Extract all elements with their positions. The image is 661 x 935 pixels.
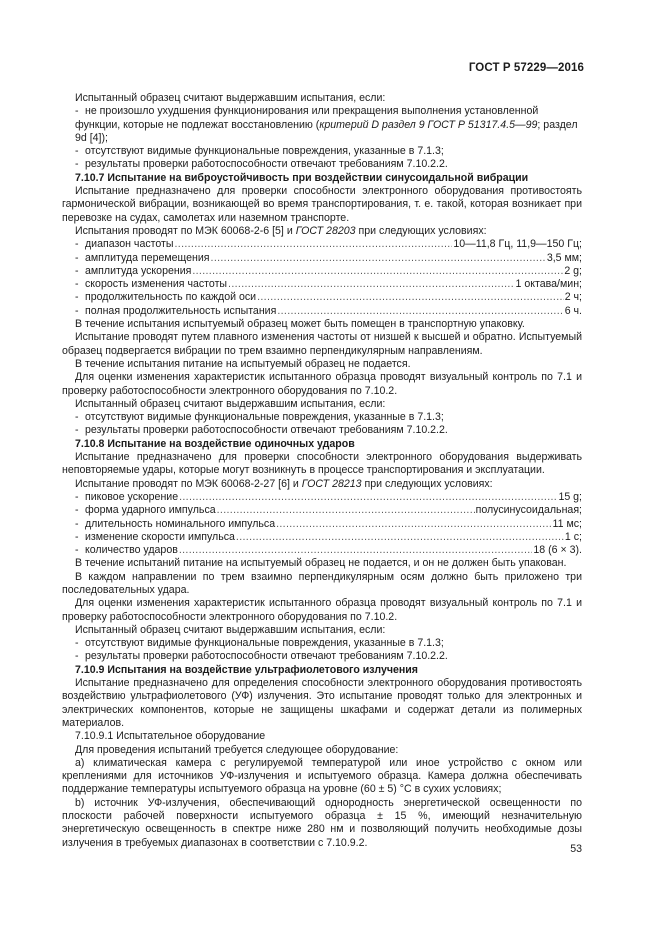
paragraph: Испытанный образец считают выдержавшим испытания, если: — [75, 397, 386, 410]
shock-conditions-list — [62, 491, 582, 557]
vibration-conditions-list — [62, 238, 582, 318]
leader-dots — [228, 278, 515, 291]
paragraph: В течение испытания испытуемый образец может быть помещен в транспортную упаковку. — [75, 318, 525, 331]
dash-marker: - — [75, 105, 79, 118]
paragraph: Испытание проводят путем плавного изменения частоты от низшей к высшей и обратно. Испытуемый образец подвергается вибрации по трем взаимно перпендикулярным направлениям. — [62, 331, 582, 357]
condition-row: - амплитуда перемещения . . . 3,5 мм; — [62, 252, 582, 265]
list-item: - отсутствуют видимые функциональные повреждения, указанные в 7.1.3; — [75, 145, 444, 158]
list-item: - результаты проверки работоспособности отвечают требованиям 7.10.2.2. — [75, 650, 448, 663]
condition-row: - форма ударного импульса . . . полусинусоидальная; — [62, 504, 582, 517]
document-body — [62, 92, 582, 850]
leader-dots — [217, 504, 475, 517]
condition-row: - длительность номинального импульса . . . 11 мс; — [62, 518, 582, 531]
list-item: - отсутствуют видимые функциональные повреждения, указанные в 7.1.3; — [75, 411, 444, 424]
condition-row: - количество ударов . . . 18 (6 × 3). — [62, 544, 582, 557]
leader-dots — [277, 305, 563, 318]
condition-row: - диапазон частоты . . . 10—11,8 Гц, 11,9—150 Гц; — [62, 238, 582, 251]
reference-italic: ГОСТ 28213 — [301, 477, 362, 490]
condition-row: - амплитуда ускорения . . . 2 g; — [62, 265, 582, 278]
reference-italic: ГОСТ 28203 — [295, 224, 356, 237]
page-number: 53 — [570, 843, 582, 855]
subsection-heading: 7.10.9.1 Испытательное оборудование — [75, 730, 266, 743]
condition-row: - изменение скорости импульса . . . 1 с; — [62, 531, 582, 544]
standard-header: ГОСТ Р 57229—2016 — [468, 62, 584, 74]
paragraph: В каждом направлении по трем взаимно перпендикулярным осям должно быть приложено три последовательных удара. — [62, 570, 582, 596]
paragraph: Испытание предназначено для проверки способности электронного оборудования противостоять гармонической вибрации, возникающей во время транспортирования, т. е. такой, которая возникает при перевозке на судах, самолетах или наземном транспорте. — [62, 185, 582, 224]
leader-dots — [192, 265, 563, 278]
leader-dots — [179, 491, 557, 504]
paragraph: Для проведения испытаний требуется следующее оборудование: — [75, 743, 399, 756]
leader-dots — [175, 238, 453, 251]
list-item: - отсутствуют видимые функциональные повреждения, указанные в 7.1.3; — [75, 637, 444, 650]
paragraph: Испытание проводят по МЭК 60068-2-27 [6] и ГОСТ 28213 при следующих условиях: — [75, 477, 493, 490]
condition-row: - продолжительность по каждой оси . . . 2 ч; — [62, 291, 582, 304]
leader-dots — [257, 291, 564, 304]
section-heading: 7.10.7 Испытание на виброустойчивость при воздействии синусоидальной вибрации — [75, 171, 529, 184]
reference-italic: критерий D раздел 9 ГОСТ Р 51317.4.5—99 — [319, 118, 538, 131]
paragraph: В течение испытания питание на испытуемый образец не подается. — [75, 357, 411, 370]
leader-dots — [276, 518, 551, 531]
section-heading: 7.10.8 Испытание на воздействие одиночных ударов — [75, 437, 355, 450]
leader-dots — [211, 252, 546, 265]
list-item: - не произошло ухудшения функционирования или прекращения выполнения установленной функции, которые не подлежат восстановлению (критерий D раздел 9 ГОСТ Р 51317.4.5—99; раздел 9d [4]); — [75, 105, 578, 144]
section-heading: 7.10.9 Испытания на воздействие ультрафиолетового излучения — [75, 663, 418, 676]
paragraph: Испытание предназначено для проверки способности электронного оборудования выдерживать неповторяемые удары, которые могут возникнуть в процессе транспортирования и эксплуатации. — [62, 451, 582, 477]
equipment-item-a: a) климатическая камера с регулируемой температурой или иное устройство с окном или креплениями для источников УФ-излучения и испытуемого образца. Камера должна обеспечивать поддержание температуры испытуемого образца на уровне (60 ± 5) °С в сухих условиях; — [62, 756, 582, 796]
list-item: - результаты проверки работоспособности отвечают требованиям 7.10.2.2. — [75, 158, 448, 171]
equipment-item-b: b) источник УФ-излучения, обеспечивающий однородность энергетической освещенности по плоскости рабочей поверхности испытуемого образца ± 15 %, имеющий незначительную энергетическую освещенность в спектре ниже 280 нм и позволяющий получить необходимые дозы излучения в требуемых диапазонах в соответствии с 7.10.9.2. — [62, 796, 582, 849]
paragraph: Для оценки изменения характеристик испытанного образца проводят визуальный контроль по 7.1 и проверку работоспособности электронного оборудования по 7.10.2. — [62, 597, 582, 623]
condition-row: - полная продолжительность испытания . . . 6 ч. — [62, 305, 582, 318]
paragraph: В течение испытаний питание на испытуемый образец не подается, и он не должен быть упакован. — [75, 557, 567, 570]
list-item: - результаты проверки работоспособности отвечают требованиям 7.10.2.2. — [75, 424, 448, 437]
paragraph: Для оценки изменения характеристик испытанного образца проводят визуальный контроль по 7.1 и проверку работоспособности электронного оборудования по 7.10.2. — [62, 371, 582, 397]
paragraph: Испытание предназначено для определения способности электронного оборудования противостоять воздействию ультрафиолетового (УФ) излучения. Это испытание проводят только для электронных и электрических компонентов, которые не защищены шкафами и содержат детали из полимерных материалов. — [62, 677, 582, 729]
condition-row: - скорость изменения частоты . . . 1 октава/мин; — [62, 278, 582, 291]
paragraph: Испытанный образец считают выдержавшим испытания, если: — [75, 92, 386, 104]
paragraph: Испытания проводят по МЭК 60068-2-6 [5] и ГОСТ 28203 при следующих условиях: — [75, 224, 487, 237]
leader-dots — [236, 531, 564, 544]
paragraph: Испытанный образец считают выдержавшим испытания, если: — [75, 623, 386, 636]
leader-dots — [179, 544, 533, 557]
condition-row: - пиковое ускорение . . . 15 g; — [62, 491, 582, 504]
